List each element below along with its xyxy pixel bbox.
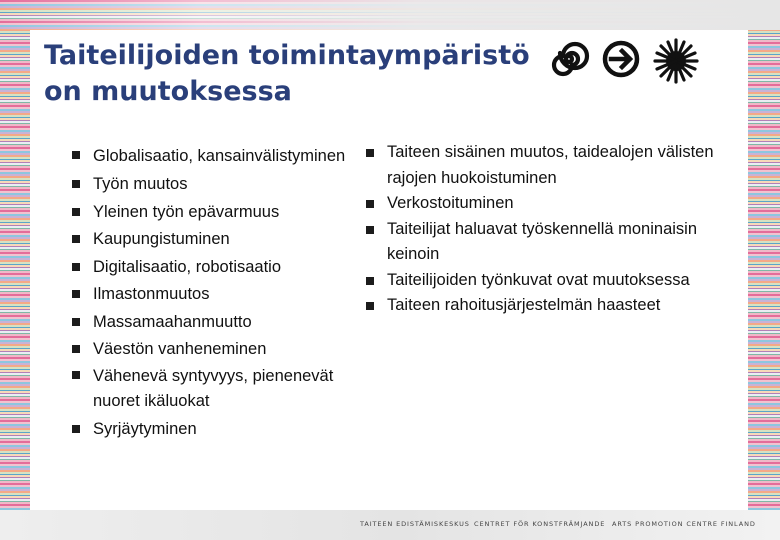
list-item: Massamaahanmuutto bbox=[72, 309, 372, 337]
bullet-icon bbox=[72, 180, 80, 188]
list-item: Globalisaatio, kansainvälistyminen bbox=[72, 144, 372, 169]
list-item: Kaupungistuminen bbox=[72, 226, 372, 254]
bullet-icon bbox=[72, 318, 80, 326]
bullet-icon bbox=[72, 345, 80, 353]
bullet-icon bbox=[72, 208, 80, 216]
spiral-icon bbox=[548, 38, 590, 80]
list-item: Digitalisaatio, robotisaatio bbox=[72, 254, 372, 282]
list-item: Verkostoituminen bbox=[366, 191, 746, 217]
bullet-icon bbox=[366, 277, 374, 285]
bullet-icon bbox=[72, 425, 80, 433]
bullet-icon bbox=[366, 200, 374, 208]
bullet-icon bbox=[72, 371, 80, 379]
bullet-icon bbox=[72, 263, 80, 271]
arrow-circle-icon bbox=[600, 38, 642, 80]
footer bbox=[0, 510, 780, 540]
list-item: Työn muutos bbox=[72, 171, 372, 199]
left-bullet-list bbox=[72, 144, 372, 443]
right-bullet-list bbox=[366, 140, 746, 319]
bullet-icon bbox=[366, 226, 374, 234]
list-item: Ilmastonmuutos bbox=[72, 281, 372, 309]
sun-burst-icon bbox=[652, 38, 700, 84]
slide bbox=[30, 30, 748, 510]
list-item: Taiteen sisäinen muutos, taidealojen välisten rajojen huokoistuminen bbox=[366, 140, 746, 191]
footer-text-fi: TAITEEN EDISTÄMISKESKUS bbox=[360, 520, 470, 528]
title-line-1: Taiteilijoiden toimintaympäristö bbox=[44, 40, 530, 71]
list-item: Syrjäytyminen bbox=[72, 416, 372, 444]
list-item: Vähenevä syntyvyys, pienenevät nuoret ikäluokat bbox=[72, 364, 372, 414]
slide-title bbox=[44, 38, 530, 110]
footer-text-sv: CENTRET FÖR KONSTFRÄMJANDE bbox=[474, 520, 606, 528]
list-item: Taiteilijat haluavat työskennellä moninaisin keinoin bbox=[366, 217, 746, 268]
list-item: Taiteilijoiden työnkuvat ovat muutoksessa bbox=[366, 268, 746, 294]
background-stripes bbox=[0, 0, 780, 30]
logo-icons bbox=[548, 38, 708, 88]
bullet-icon bbox=[366, 149, 374, 157]
list-item: Taiteen rahoitusjärjestelmän haasteet bbox=[366, 293, 746, 319]
bullet-icon bbox=[72, 151, 80, 159]
bullet-icon bbox=[366, 302, 374, 310]
bullet-icon bbox=[72, 290, 80, 298]
bullet-icon bbox=[72, 235, 80, 243]
list-item: Väestön vanheneminen bbox=[72, 336, 372, 364]
title-line-2: on muutoksessa bbox=[44, 76, 292, 107]
list-item: Yleinen työn epävarmuus bbox=[72, 199, 372, 227]
footer-text-en: ARTS PROMOTION CENTRE FINLAND bbox=[612, 520, 756, 528]
